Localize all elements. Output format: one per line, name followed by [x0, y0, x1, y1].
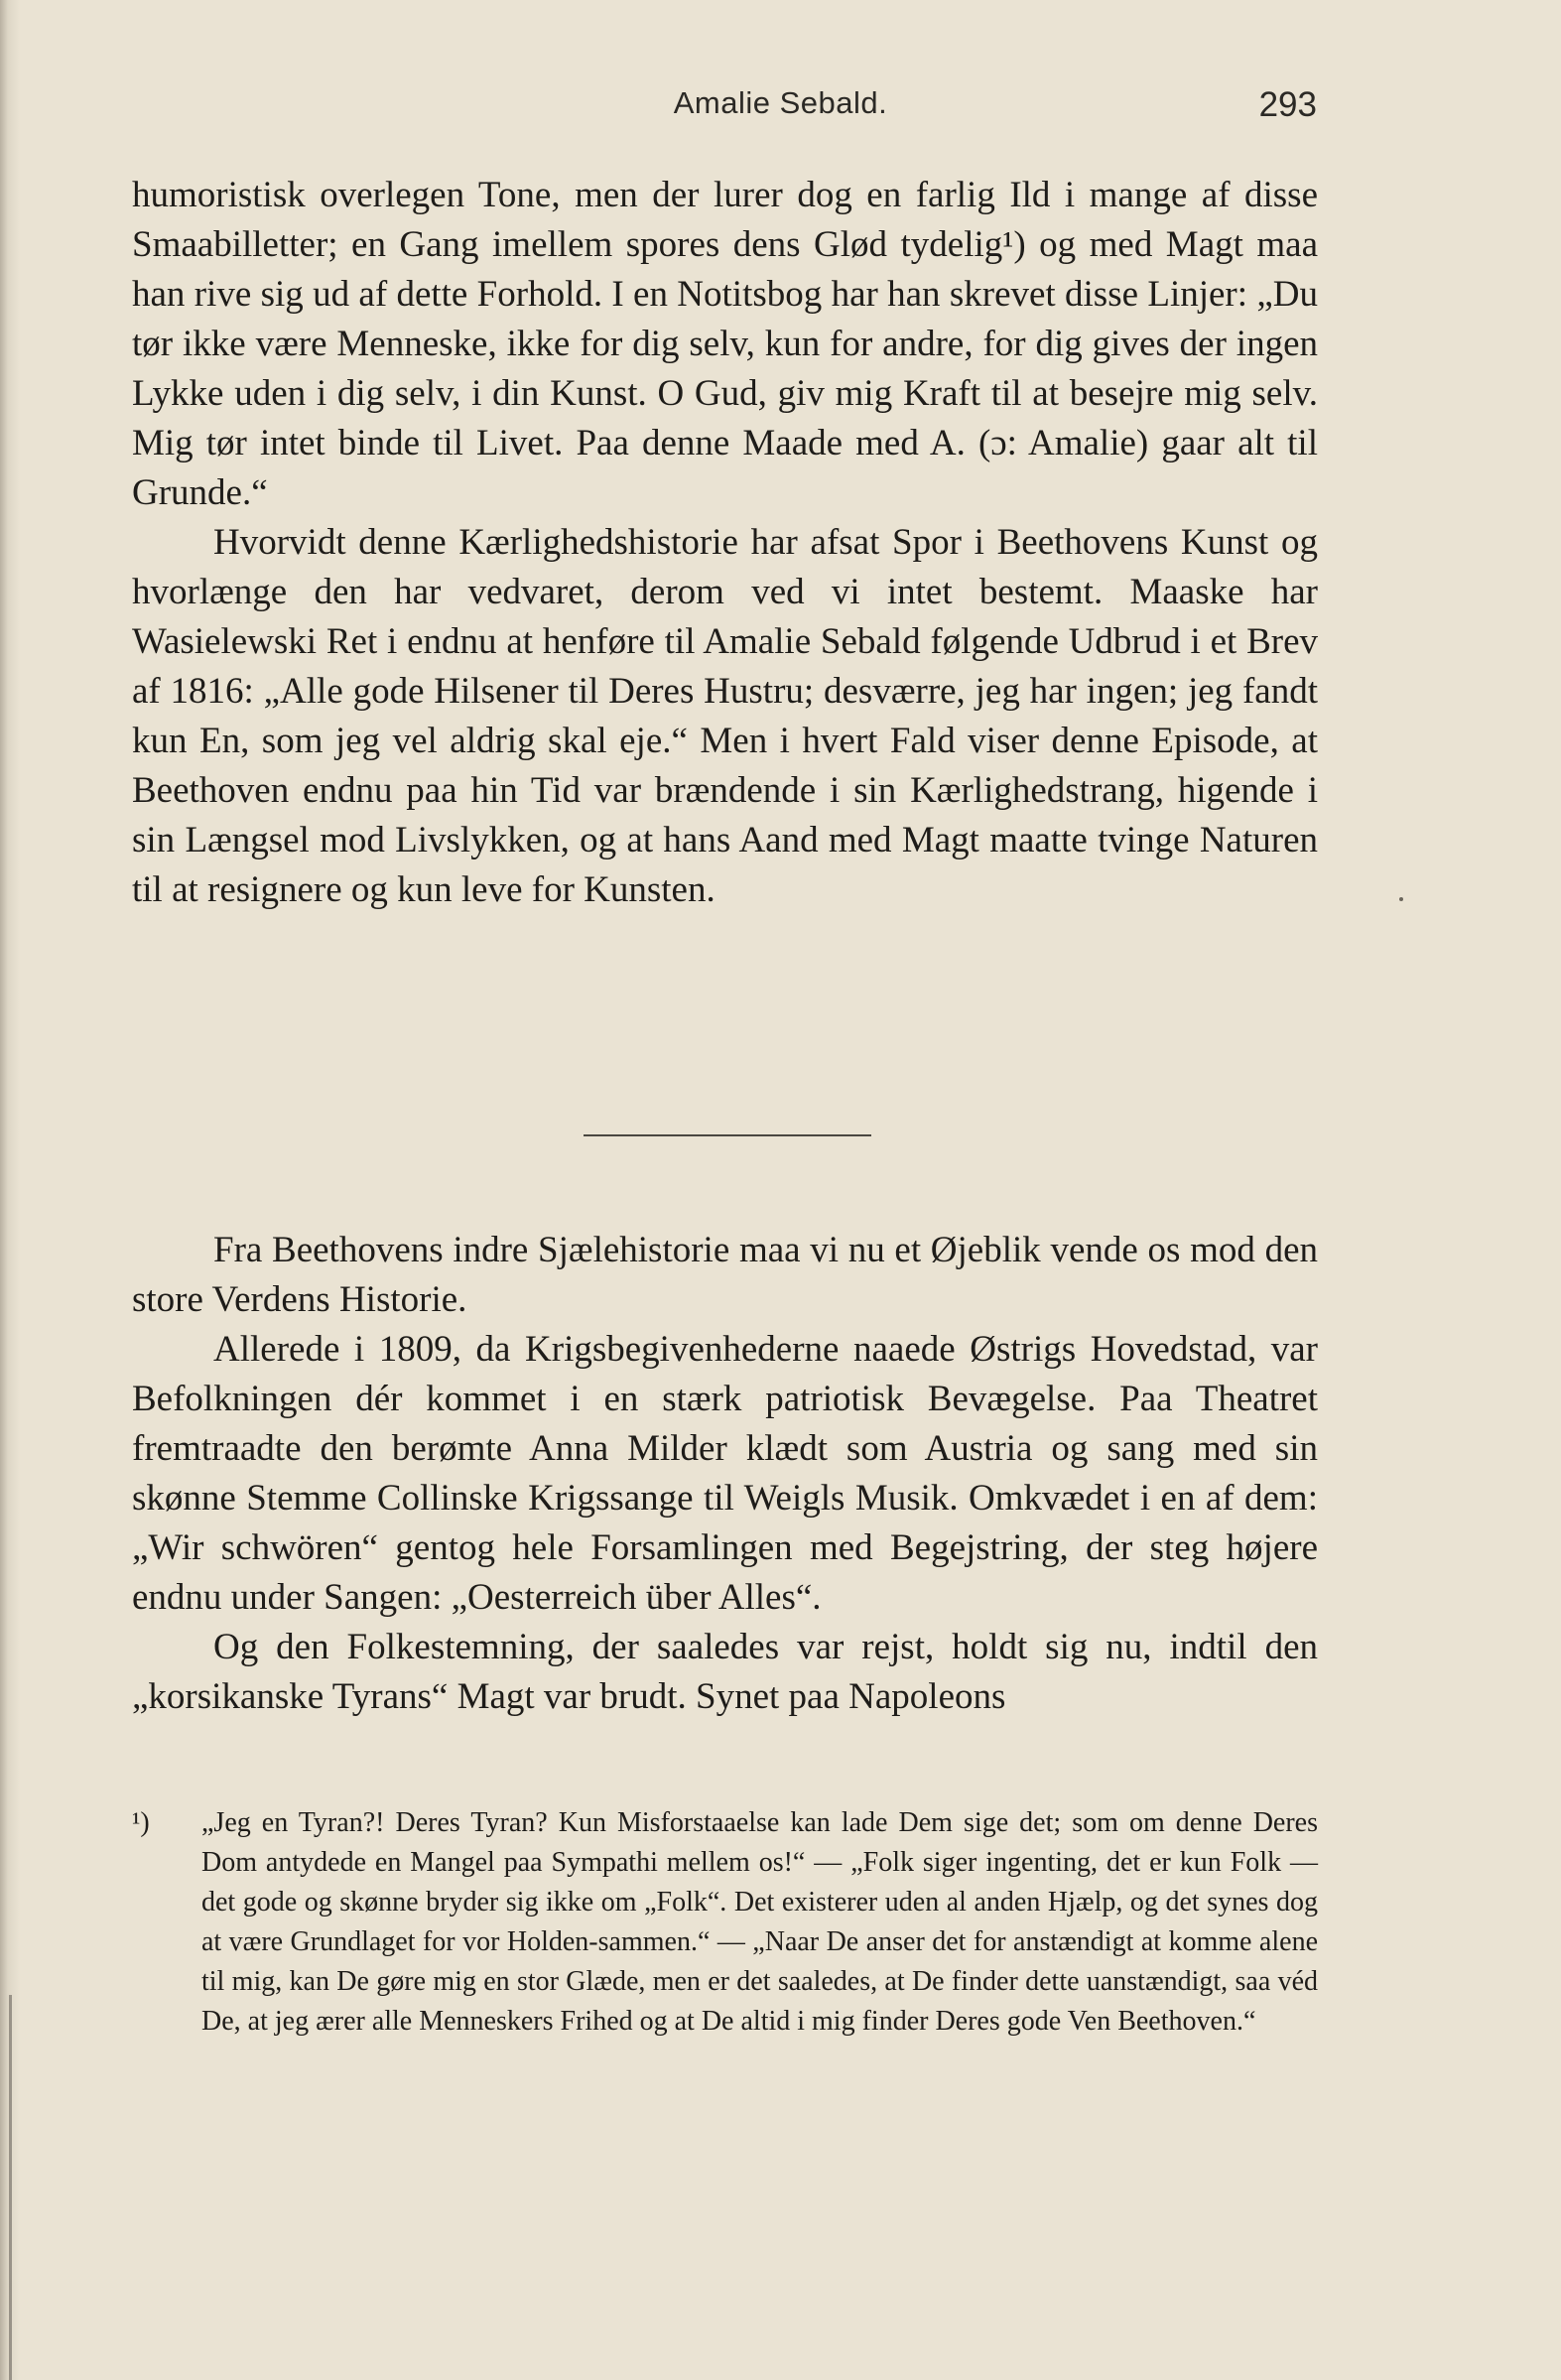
section-2-text	[132, 1226, 1318, 1722]
footnote-marker: ¹)	[132, 1807, 150, 1838]
page-header	[0, 85, 1561, 135]
print-speck	[1399, 897, 1403, 901]
section-divider	[584, 1134, 871, 1136]
paragraph-5: Og den Folkestemning, der saaledes var rejst, holdt sig nu, indtil den „korsikanske Tyrans“ Magt var brudt. Synet paa Napoleons	[132, 1627, 1318, 1717]
paragraph-3: Fra Beethovens indre Sjælehistorie maa vi nu et Øjeblik vende os mod den store Verdens Historie.	[132, 1230, 1318, 1320]
footnote-text: „Jeg en Tyran?! Deres Tyran? Kun Misforstaaelse kan lade Dem sige det; som om denne Deres Dom antydede en Mangel paa Sympathi mellem os!“ — „Folk siger ingenting, det er kun Folk — det gode og skønne bryder sig ikke om „Folk“. Det existerer uden al anden Hjælp, og det synes dog at være Grundlaget for vor Holden-sammen.“ — „Naar De anser det for anstændigt at komme alene til mig, kan De gøre mig en stor Glæde, men er det saaledes, at De finder dette uanstændigt, saa véd De, at jeg ærer alle Menneskers Frihed og at De altid i mig finder Deres gode Ven Beethoven.“	[201, 1807, 1318, 2037]
paragraph-1: humoristisk overlegen Tone, men der lurer dog en farlig Ild i mange af disse Smaabilletter; en Gang imellem spores dens Glød tydelig¹) og med Magt maa han rive sig ud af dette Forhold. I en Notitsbog har han skrevet disse Linjer: „Du tør ikke være Menneske, ikke for dig selv, kun for andre, for dig gives der ingen Lykke uden i dig selv, i din Kunst. O Gud, giv mig Kraft til at besejre mig selv. Mig tør intet binde til Livet. Paa denne Maade med A. (ɔ: Amalie) gaar alt til Grunde.“	[132, 175, 1318, 513]
paragraph-2: Hvorvidt denne Kærlighedshistorie har afsat Spor i Beethovens Kunst og hvorlænge den har vedvaret, derom ved vi intet bestemt. Maaske har Wasielewski Ret i endnu at henføre til Amalie Sebald følgende Udbrud i et Brev af 1816: „Alle gode Hilsener til Deres Hustru; desværre, jeg har ingen; jeg fandt kun En, som jeg vel aldrig skal eje.“ Men i hvert Fald viser denne Episode, at Beethoven endnu paa hin Tid var brændende i sin Kærlighedstrang, higende i sin Længsel mod Livslykken, og at hans Aand med Magt maatte tvinge Naturen til at resignere og kun leve for Kunsten.	[132, 522, 1318, 910]
footnote-area	[132, 1803, 1318, 2042]
page-number: 293	[1258, 85, 1317, 124]
running-title: Amalie Sebald.	[673, 85, 888, 120]
paragraph-4: Allerede i 1809, da Krigsbegivenhederne naaede Østrigs Hovedstad, var Befolkningen dér kommet i en stærk patriotisk Bevægelse. Paa Theatret fremtraadte den berømte Anna Milder klædt som Austria og sang med sin skønne Stemme Collinske Krigssange til Weigls Musik. Omkvædet i en af dem: „Wir schwören“ gentog hele Forsamlingen med Begejstring, der steg højere endnu under Sangen: „Oesterreich über Alles“.	[132, 1329, 1318, 1618]
footnote-1	[132, 1803, 1318, 2042]
section-1-text	[132, 171, 1318, 915]
binding-edge-mark	[9, 1995, 12, 2380]
